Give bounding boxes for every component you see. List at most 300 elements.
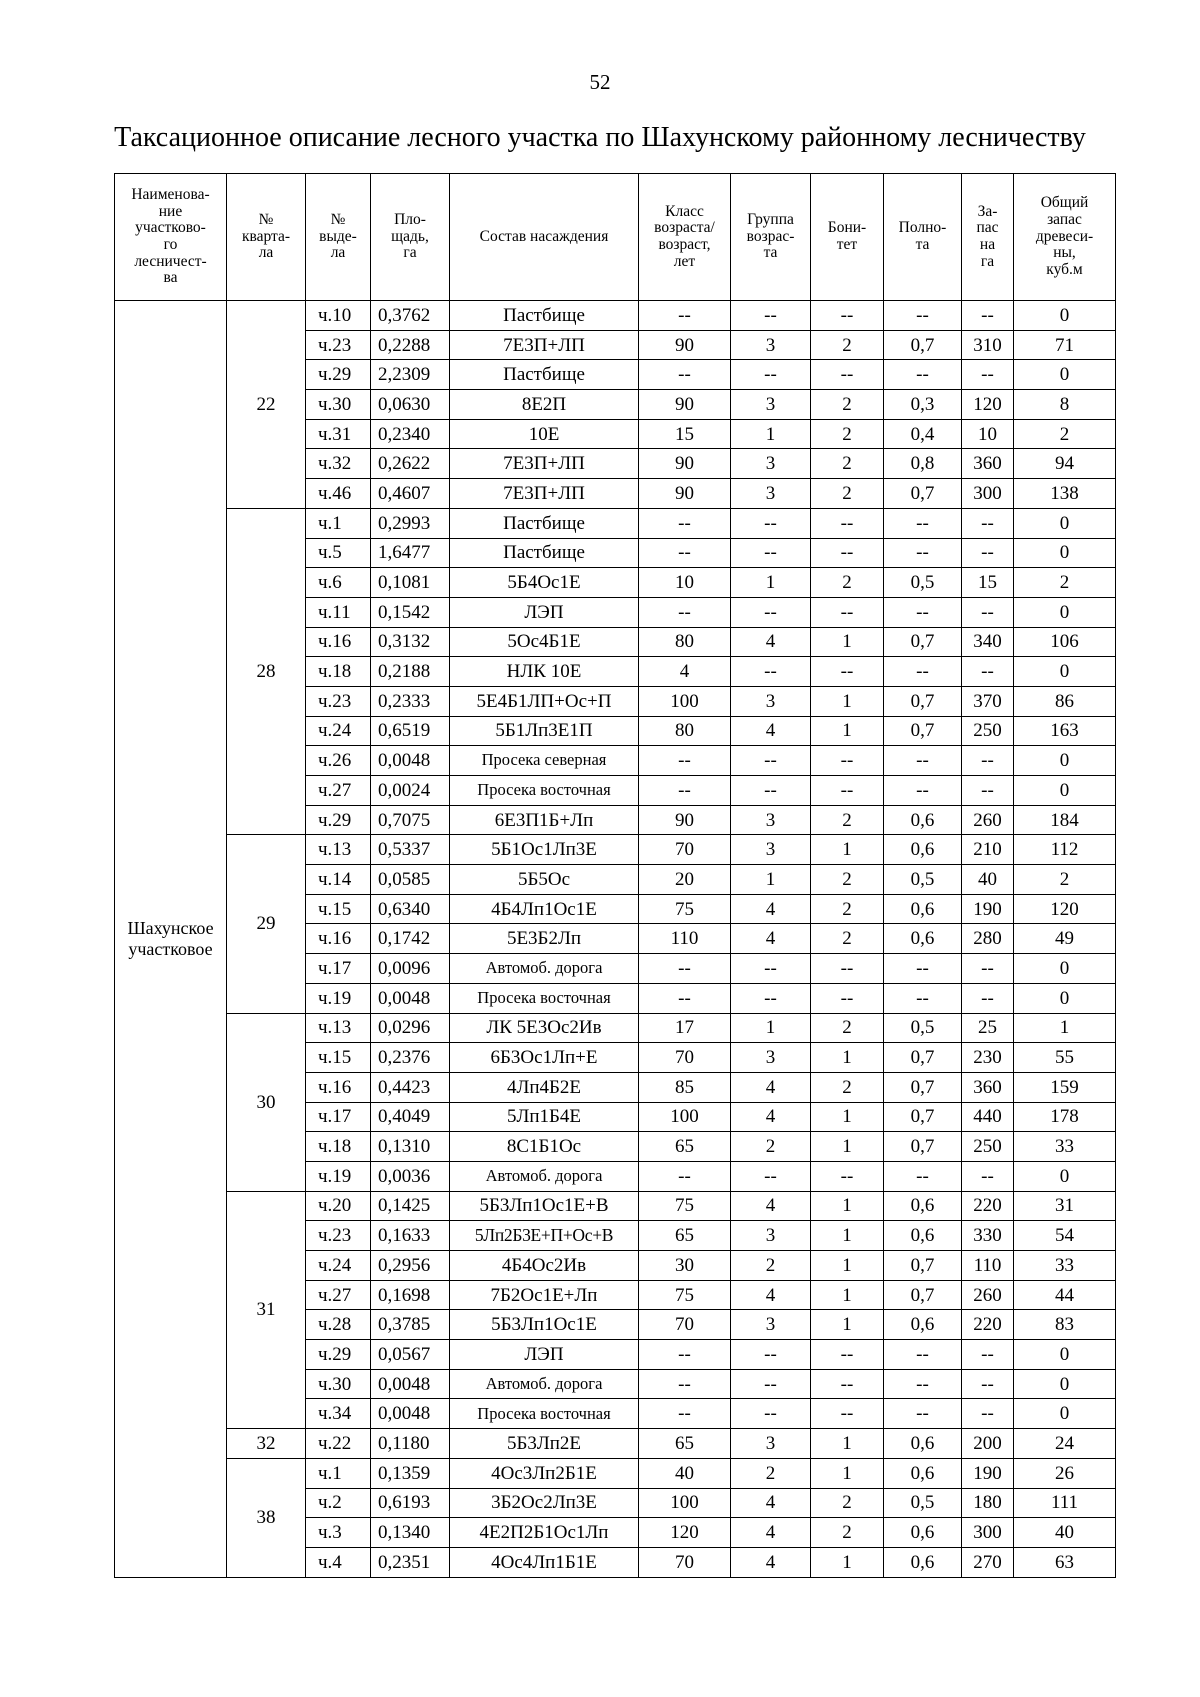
bonitet-cell: 1 [811, 1429, 884, 1459]
age-class-cell: 90 [639, 805, 731, 835]
age-class-cell: 120 [639, 1518, 731, 1548]
composition-cell: 7Е3П+ЛП [450, 330, 639, 360]
quarter-number-cell: 32 [227, 1429, 306, 1459]
bonitet-cell: -- [811, 538, 884, 568]
density-cell: -- [884, 1340, 962, 1370]
composition-cell: 4Е2П2Б1Ос1Лп [450, 1518, 639, 1548]
age-group-cell: 3 [731, 1310, 811, 1340]
total-stock-cell: 0 [1014, 746, 1116, 776]
area-cell: 0,0585 [371, 865, 450, 895]
total-stock-cell: 86 [1014, 686, 1116, 716]
total-stock-cell: 0 [1014, 954, 1116, 984]
density-cell: -- [884, 776, 962, 806]
stock-per-ha-cell: 340 [962, 627, 1014, 657]
bonitet-cell: 1 [811, 1310, 884, 1340]
composition-cell: Просека восточная [450, 776, 639, 806]
composition-cell: 5Ос4Б1Е [450, 627, 639, 657]
area-cell: 0,1425 [371, 1191, 450, 1221]
vydel-cell: ч.23 [306, 330, 371, 360]
age-group-cell: 3 [731, 1221, 811, 1251]
area-cell: 0,1742 [371, 924, 450, 954]
age-class-cell: 70 [639, 835, 731, 865]
bonitet-cell: 1 [811, 1547, 884, 1577]
quarter-number-cell: 38 [227, 1458, 306, 1577]
area-cell: 0,4049 [371, 1102, 450, 1132]
vydel-cell: ч.20 [306, 1191, 371, 1221]
stock-per-ha-cell: -- [962, 1340, 1014, 1370]
density-cell: -- [884, 983, 962, 1013]
composition-cell: Пастбище [450, 360, 639, 390]
age-group-cell: 3 [731, 1429, 811, 1459]
age-group-cell: 4 [731, 1518, 811, 1548]
stock-per-ha-cell: 200 [962, 1429, 1014, 1459]
age-class-cell: 30 [639, 1251, 731, 1281]
age-group-cell: 4 [731, 924, 811, 954]
stock-per-ha-cell: -- [962, 983, 1014, 1013]
age-group-cell: 1 [731, 419, 811, 449]
age-class-cell: -- [639, 1399, 731, 1429]
vydel-cell: ч.29 [306, 1340, 371, 1370]
vydel-cell: ч.19 [306, 983, 371, 1013]
total-stock-cell: 31 [1014, 1191, 1116, 1221]
vydel-cell: ч.4 [306, 1547, 371, 1577]
forestry-name-cell: Шахунское участковое [115, 301, 227, 1578]
age-class-cell: 75 [639, 1280, 731, 1310]
age-class-cell: 80 [639, 627, 731, 657]
age-class-cell: 110 [639, 924, 731, 954]
total-stock-cell: 0 [1014, 538, 1116, 568]
age-class-cell: 4 [639, 657, 731, 687]
density-cell: 0,7 [884, 479, 962, 509]
composition-cell: 7Е3П+ЛП [450, 449, 639, 479]
composition-cell: 4Б4Ос2Ив [450, 1251, 639, 1281]
area-cell: 0,0096 [371, 954, 450, 984]
area-cell: 0,0024 [371, 776, 450, 806]
total-stock-cell: 0 [1014, 983, 1116, 1013]
bonitet-cell: 2 [811, 1013, 884, 1043]
quarter-number-cell: 22 [227, 301, 306, 509]
age-class-cell: 65 [639, 1221, 731, 1251]
age-class-cell: -- [639, 508, 731, 538]
composition-cell: Автомоб. дорога [450, 1161, 639, 1191]
stock-per-ha-cell: 370 [962, 686, 1014, 716]
bonitet-cell: 1 [811, 1132, 884, 1162]
age-group-cell: 1 [731, 865, 811, 895]
bonitet-cell: -- [811, 983, 884, 1013]
composition-cell: 4Б4Лп1Ос1Е [450, 894, 639, 924]
vydel-cell: ч.24 [306, 1251, 371, 1281]
density-cell: 0,6 [884, 1310, 962, 1340]
total-stock-cell: 138 [1014, 479, 1116, 509]
density-cell: 0,6 [884, 1191, 962, 1221]
total-stock-cell: 178 [1014, 1102, 1116, 1132]
stock-per-ha-cell: -- [962, 657, 1014, 687]
area-cell: 0,0048 [371, 1369, 450, 1399]
density-cell: 0,6 [884, 1429, 962, 1459]
age-group-cell: 4 [731, 1280, 811, 1310]
area-cell: 1,6477 [371, 538, 450, 568]
table-row [115, 835, 1116, 865]
bonitet-cell: 2 [811, 1488, 884, 1518]
density-cell: -- [884, 1161, 962, 1191]
vydel-cell: ч.16 [306, 1072, 371, 1102]
age-class-cell: 17 [639, 1013, 731, 1043]
stock-per-ha-cell: 300 [962, 1518, 1014, 1548]
vydel-cell: ч.22 [306, 1429, 371, 1459]
stock-per-ha-cell: -- [962, 301, 1014, 331]
area-cell: 0,2188 [371, 657, 450, 687]
density-cell: 0,7 [884, 686, 962, 716]
age-group-cell: 4 [731, 1102, 811, 1132]
vydel-cell: ч.15 [306, 894, 371, 924]
header-area: Пло- щадь, га [371, 174, 450, 301]
bonitet-cell: 1 [811, 716, 884, 746]
total-stock-cell: 0 [1014, 776, 1116, 806]
area-cell: 0,7075 [371, 805, 450, 835]
total-stock-cell: 71 [1014, 330, 1116, 360]
composition-cell: 6Е3П1Б+Лп [450, 805, 639, 835]
density-cell: 0,6 [884, 1518, 962, 1548]
bonitet-cell: 1 [811, 1191, 884, 1221]
composition-cell: 5Е3Б2Лп [450, 924, 639, 954]
age-class-cell: 70 [639, 1310, 731, 1340]
vydel-cell: ч.1 [306, 508, 371, 538]
area-cell: 0,1542 [371, 597, 450, 627]
header-forestry: Наименова- ние участково- го лесничест- ва [115, 174, 227, 301]
stock-per-ha-cell: 190 [962, 894, 1014, 924]
area-cell: 0,0296 [371, 1013, 450, 1043]
vydel-cell: ч.6 [306, 568, 371, 598]
stock-per-ha-cell: 190 [962, 1458, 1014, 1488]
vydel-cell: ч.19 [306, 1161, 371, 1191]
total-stock-cell: 2 [1014, 419, 1116, 449]
density-cell: -- [884, 508, 962, 538]
composition-cell: 5Б3Лп1Ос1Е+В [450, 1191, 639, 1221]
stock-per-ha-cell: 40 [962, 865, 1014, 895]
density-cell: 0,7 [884, 1072, 962, 1102]
age-class-cell: 90 [639, 330, 731, 360]
area-cell: 0,0048 [371, 983, 450, 1013]
header-age-class: Класс возраста/ возраст, лет [639, 174, 731, 301]
table-row [115, 1458, 1116, 1488]
bonitet-cell: 1 [811, 1251, 884, 1281]
area-cell: 0,0567 [371, 1340, 450, 1370]
area-cell: 0,3132 [371, 627, 450, 657]
stock-per-ha-cell: 220 [962, 1310, 1014, 1340]
area-cell: 0,2340 [371, 419, 450, 449]
age-group-cell: -- [731, 657, 811, 687]
bonitet-cell: 2 [811, 479, 884, 509]
stock-per-ha-cell: 280 [962, 924, 1014, 954]
stock-per-ha-cell: -- [962, 1161, 1014, 1191]
density-cell: 0,5 [884, 1488, 962, 1518]
age-group-cell: -- [731, 360, 811, 390]
composition-cell: 5Б3Лп1Ос1Е [450, 1310, 639, 1340]
total-stock-cell: 0 [1014, 657, 1116, 687]
age-group-cell: 2 [731, 1458, 811, 1488]
bonitet-cell: 2 [811, 330, 884, 360]
age-group-cell: -- [731, 776, 811, 806]
bonitet-cell: 1 [811, 686, 884, 716]
vydel-cell: ч.13 [306, 1013, 371, 1043]
stock-per-ha-cell: 330 [962, 1221, 1014, 1251]
area-cell: 0,2288 [371, 330, 450, 360]
bonitet-cell: -- [811, 301, 884, 331]
age-group-cell: 1 [731, 568, 811, 598]
bonitet-cell: 2 [811, 865, 884, 895]
vydel-cell: ч.34 [306, 1399, 371, 1429]
composition-cell: 7Б2Ос1Е+Лп [450, 1280, 639, 1310]
age-group-cell: 4 [731, 894, 811, 924]
area-cell: 0,0036 [371, 1161, 450, 1191]
header-bonitet: Бони- тет [811, 174, 884, 301]
vydel-cell: ч.29 [306, 360, 371, 390]
total-stock-cell: 0 [1014, 508, 1116, 538]
table-body [115, 301, 1116, 1578]
density-cell: -- [884, 301, 962, 331]
stock-per-ha-cell: 120 [962, 390, 1014, 420]
age-class-cell: 75 [639, 1191, 731, 1221]
density-cell: 0,7 [884, 1102, 962, 1132]
area-cell: 0,1081 [371, 568, 450, 598]
age-class-cell: 100 [639, 686, 731, 716]
stock-per-ha-cell: -- [962, 954, 1014, 984]
area-cell: 0,3762 [371, 301, 450, 331]
age-group-cell: 4 [731, 627, 811, 657]
age-class-cell: -- [639, 983, 731, 1013]
stock-per-ha-cell: -- [962, 508, 1014, 538]
stock-per-ha-cell: 250 [962, 1132, 1014, 1162]
total-stock-cell: 26 [1014, 1458, 1116, 1488]
composition-cell: ЛЭП [450, 597, 639, 627]
vydel-cell: ч.13 [306, 835, 371, 865]
density-cell: 0,3 [884, 390, 962, 420]
bonitet-cell: 1 [811, 1458, 884, 1488]
total-stock-cell: 63 [1014, 1547, 1116, 1577]
area-cell: 0,5337 [371, 835, 450, 865]
density-cell: 0,7 [884, 1251, 962, 1281]
age-group-cell: -- [731, 954, 811, 984]
total-stock-cell: 49 [1014, 924, 1116, 954]
total-stock-cell: 83 [1014, 1310, 1116, 1340]
bonitet-cell: -- [811, 1369, 884, 1399]
vydel-cell: ч.27 [306, 1280, 371, 1310]
area-cell: 0,2376 [371, 1043, 450, 1073]
stock-per-ha-cell: -- [962, 597, 1014, 627]
stock-per-ha-cell: 110 [962, 1251, 1014, 1281]
age-class-cell: 65 [639, 1132, 731, 1162]
age-class-cell: 90 [639, 390, 731, 420]
vydel-cell: ч.16 [306, 924, 371, 954]
vydel-cell: ч.3 [306, 1518, 371, 1548]
table-row [115, 1429, 1116, 1459]
density-cell: -- [884, 360, 962, 390]
total-stock-cell: 112 [1014, 835, 1116, 865]
stock-per-ha-cell: 270 [962, 1547, 1014, 1577]
page-number: 52 [589, 70, 611, 94]
age-class-cell: 100 [639, 1488, 731, 1518]
area-cell: 0,1180 [371, 1429, 450, 1459]
density-cell: -- [884, 1399, 962, 1429]
composition-cell: 8Е2П [450, 390, 639, 420]
area-cell: 0,1633 [371, 1221, 450, 1251]
vydel-cell: ч.5 [306, 538, 371, 568]
header-stock-per-ha: За- пас на га [962, 174, 1014, 301]
header-total-stock: Общий запас древеси- ны, куб.м [1014, 174, 1116, 301]
total-stock-cell: 2 [1014, 568, 1116, 598]
area-cell: 0,4607 [371, 479, 450, 509]
stock-per-ha-cell: -- [962, 746, 1014, 776]
total-stock-cell: 0 [1014, 360, 1116, 390]
composition-cell: Пастбище [450, 538, 639, 568]
stock-per-ha-cell: 310 [962, 330, 1014, 360]
total-stock-cell: 2 [1014, 865, 1116, 895]
age-class-cell: 40 [639, 1458, 731, 1488]
stock-per-ha-cell: 210 [962, 835, 1014, 865]
total-stock-cell: 111 [1014, 1488, 1116, 1518]
composition-cell: Просека восточная [450, 983, 639, 1013]
vydel-cell: ч.14 [306, 865, 371, 895]
composition-cell: Просека северная [450, 746, 639, 776]
bonitet-cell: 2 [811, 449, 884, 479]
total-stock-cell: 0 [1014, 1369, 1116, 1399]
composition-cell: ЛЭП [450, 1340, 639, 1370]
vydel-cell: ч.23 [306, 1221, 371, 1251]
vydel-cell: ч.30 [306, 390, 371, 420]
age-group-cell: 4 [731, 1547, 811, 1577]
age-group-cell: 4 [731, 1072, 811, 1102]
vydel-cell: ч.31 [306, 419, 371, 449]
stock-per-ha-cell: -- [962, 538, 1014, 568]
vydel-cell: ч.18 [306, 1132, 371, 1162]
bonitet-cell: -- [811, 360, 884, 390]
stock-per-ha-cell: 440 [962, 1102, 1014, 1132]
bonitet-cell: 2 [811, 894, 884, 924]
vydel-cell: ч.46 [306, 479, 371, 509]
area-cell: 0,2333 [371, 686, 450, 716]
bonitet-cell: -- [811, 1399, 884, 1429]
age-group-cell: 2 [731, 1132, 811, 1162]
composition-cell: Автомоб. дорога [450, 1369, 639, 1399]
composition-cell: 5Лп2Б3Е+П+Ос+В [450, 1221, 639, 1251]
composition-cell: 4Ос3Лп2Б1Е [450, 1458, 639, 1488]
composition-cell: 5Б4Ос1Е [450, 568, 639, 598]
stock-per-ha-cell: 300 [962, 479, 1014, 509]
quarter-number-cell: 30 [227, 1013, 306, 1191]
header-density: Полно- та [884, 174, 962, 301]
vydel-cell: ч.28 [306, 1310, 371, 1340]
table-row [115, 508, 1116, 538]
density-cell: 0,6 [884, 894, 962, 924]
density-cell: -- [884, 746, 962, 776]
area-cell: 0,2956 [371, 1251, 450, 1281]
vydel-cell: ч.17 [306, 954, 371, 984]
vydel-cell: ч.15 [306, 1043, 371, 1073]
stock-per-ha-cell: 220 [962, 1191, 1014, 1221]
composition-cell: НЛК 10Е [450, 657, 639, 687]
age-group-cell: 4 [731, 1191, 811, 1221]
stock-per-ha-cell: -- [962, 1369, 1014, 1399]
density-cell: -- [884, 657, 962, 687]
age-class-cell: -- [639, 597, 731, 627]
age-class-cell: 75 [639, 894, 731, 924]
age-class-cell: 65 [639, 1429, 731, 1459]
density-cell: 0,7 [884, 627, 962, 657]
vydel-cell: ч.27 [306, 776, 371, 806]
age-group-cell: 4 [731, 716, 811, 746]
total-stock-cell: 0 [1014, 1340, 1116, 1370]
age-class-cell: 80 [639, 716, 731, 746]
age-group-cell: -- [731, 1399, 811, 1429]
density-cell: 0,7 [884, 1043, 962, 1073]
density-cell: 0,6 [884, 924, 962, 954]
density-cell: -- [884, 597, 962, 627]
composition-cell: 8С1Б1Ос [450, 1132, 639, 1162]
age-group-cell: -- [731, 538, 811, 568]
composition-cell: 4Ос4Лп1Б1Е [450, 1547, 639, 1577]
header-composition: Состав насаждения [450, 174, 639, 301]
age-class-cell: 90 [639, 479, 731, 509]
bonitet-cell: 2 [811, 390, 884, 420]
vydel-cell: ч.26 [306, 746, 371, 776]
age-class-cell: 100 [639, 1102, 731, 1132]
area-cell: 0,1310 [371, 1132, 450, 1162]
composition-cell: 5Лп1Б4Е [450, 1102, 639, 1132]
total-stock-cell: 0 [1014, 301, 1116, 331]
area-cell: 0,1698 [371, 1280, 450, 1310]
bonitet-cell: -- [811, 954, 884, 984]
total-stock-cell: 8 [1014, 390, 1116, 420]
age-class-cell: -- [639, 1161, 731, 1191]
bonitet-cell: 1 [811, 835, 884, 865]
bonitet-cell: -- [811, 776, 884, 806]
stock-per-ha-cell: 360 [962, 449, 1014, 479]
total-stock-cell: 44 [1014, 1280, 1116, 1310]
age-group-cell: 3 [731, 686, 811, 716]
total-stock-cell: 0 [1014, 597, 1116, 627]
composition-cell: Автомоб. дорога [450, 954, 639, 984]
vydel-cell: ч.10 [306, 301, 371, 331]
bonitet-cell: 1 [811, 627, 884, 657]
age-class-cell: 90 [639, 449, 731, 479]
age-group-cell: -- [731, 508, 811, 538]
bonitet-cell: 2 [811, 1518, 884, 1548]
age-group-cell: 3 [731, 479, 811, 509]
composition-cell: Пастбище [450, 508, 639, 538]
stock-per-ha-cell: 230 [962, 1043, 1014, 1073]
composition-cell: Просека восточная [450, 1399, 639, 1429]
page-title: Таксационное описание лесного участка по Шахунскому районному лесничеству [114, 122, 1086, 153]
vydel-cell: ч.17 [306, 1102, 371, 1132]
area-cell: 0,0630 [371, 390, 450, 420]
age-group-cell: -- [731, 597, 811, 627]
composition-cell: ЛК 5Е3Ос2Ив [450, 1013, 639, 1043]
composition-cell: 5Б1Ос1Лп3Е [450, 835, 639, 865]
bonitet-cell: 2 [811, 1072, 884, 1102]
vydel-cell: ч.16 [306, 627, 371, 657]
stock-per-ha-cell: 10 [962, 419, 1014, 449]
density-cell: 0,6 [884, 1547, 962, 1577]
vydel-cell: ч.29 [306, 805, 371, 835]
total-stock-cell: 24 [1014, 1429, 1116, 1459]
vydel-cell: ч.24 [306, 716, 371, 746]
vydel-cell: ч.2 [306, 1488, 371, 1518]
density-cell: 0,6 [884, 835, 962, 865]
density-cell: 0,8 [884, 449, 962, 479]
stock-per-ha-cell: -- [962, 1399, 1014, 1429]
age-group-cell: 3 [731, 1043, 811, 1073]
table-row [115, 1013, 1116, 1043]
